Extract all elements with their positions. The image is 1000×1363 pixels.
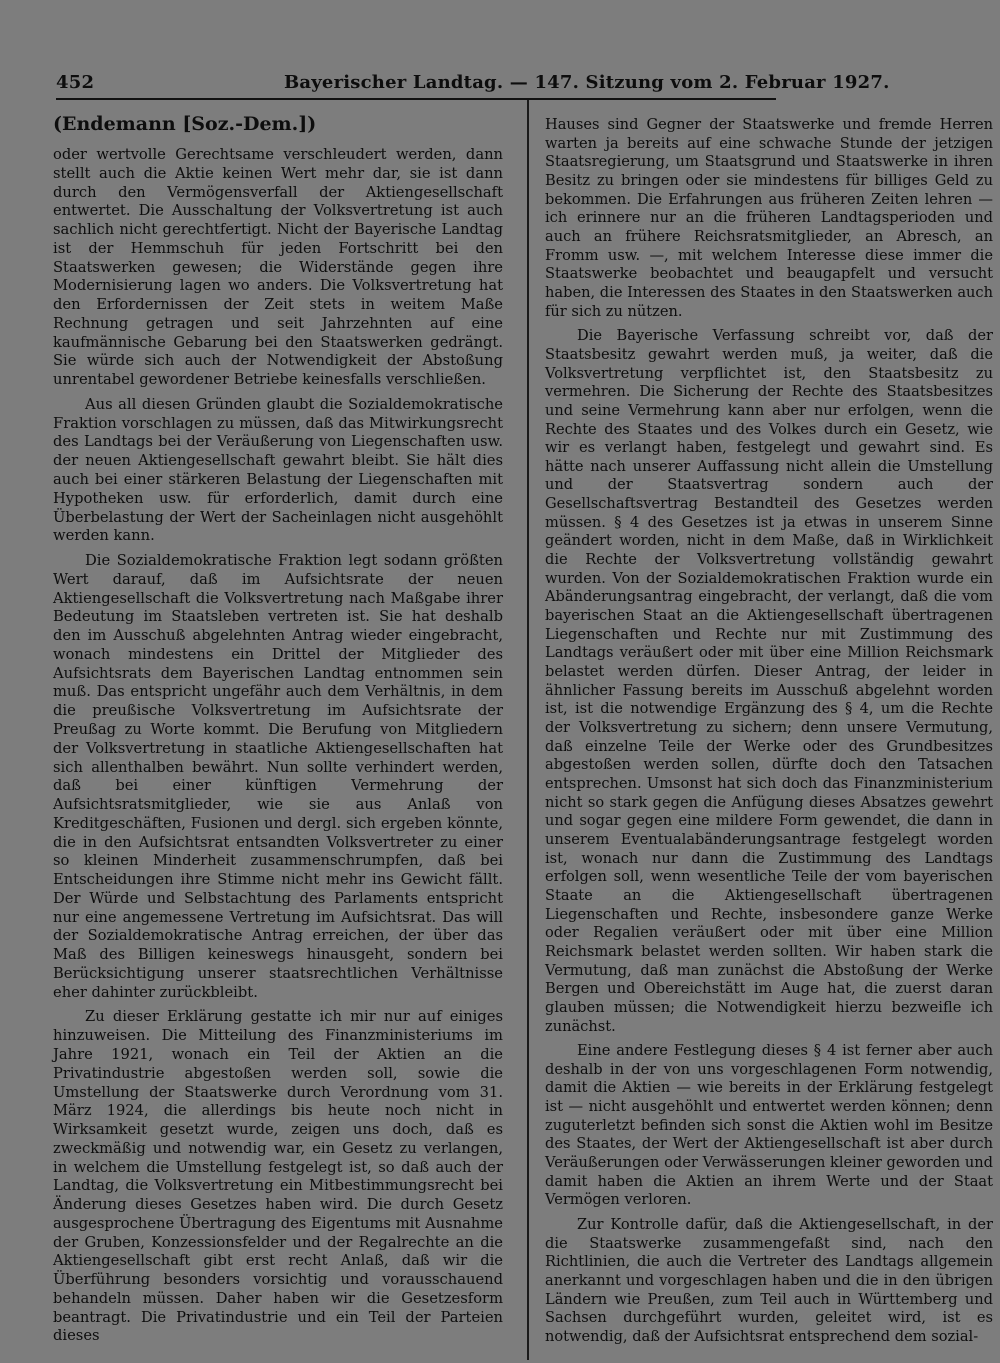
paragraph: Zu dieser Erklärung gestatte ich mir nur auf einiges hinzuweisen. Die Mitteilung des Finanzministeriums im Jahre 1921, wonach ein Teil der Aktien an die Privatindustrie abgestoßen werden soll, sowie die Umstellung der Staatswerke durch Verordnung vom 31. März 1924, die allerdings bis heute noch nicht in Wirksamkeit gesetzt wurde, zeigen uns doch, daß es zweckmäßig und notwendig war, ein Gesetz zu verlangen, in welchem die Umstellung festgelegt ist, so daß auch der Landtag, die Volksvertretung ein Mitbestimmungsrecht bei Änderung dieses Gesetzes haben wird. Die durch Gesetz ausgesprochene Übertragung des Eigentums mit Ausnahme der Gruben, Konzessionsfelder und der Regalrechte an die Aktiengesellschaft gibt erst recht Anlaß, daß wir die Überführung besonders vorsichtig und vorausschauend behandeln müssen. Daher haben wir die Gesetzesform beantragt. Die Privatindustrie und ein Teil der Parteien dieses xyxy=(53,1008,503,1345)
paragraph: Eine andere Festlegung dieses § 4 ist ferner aber auch deshalb in der von uns vorgeschlagenen Form notwendig, damit die Aktien — wie bereits in der Erklärung festgelegt ist — nicht ausgehöhlt und entwertet werden können; denn zuguterletzt befinden sich sonst die Aktien wohl im Besitze des Staates, der Wert der Aktiengesellschaft ist aber durch Veräußerungen oder Verwässerungen kleiner geworden und damit haben die Aktien an ihrem Werte und der Staat Vermögen verloren. xyxy=(545,1042,993,1209)
left-column xyxy=(53,112,503,1352)
paragraph: Zur Kontrolle dafür, daß die Aktiengesellschaft, in der die Staatswerke zusammengefaßt sind, nach den Richtlinien, die auch die Vertreter des Landtags allgemein anerkannt und vorgeschlagen haben und die in den übrigen Ländern wie Preußen, zum Teil auch in Württemberg und Sachsen durchgeführt wurden, geleitet wird, ist es notwendig, daß der Aufsichtsrat entsprechend dem sozial- xyxy=(545,1216,993,1345)
paragraph: Die Sozialdemokratische Fraktion legt sodann größten Wert darauf, daß im Aufsichtsrate der neuen Aktiengesellschaft die Volksvertretung nach Maßgabe ihrer Bedeutung im Staatsleben vertreten ist. Sie hat deshalb den im Ausschuß abgelehnten Antrag wieder eingebracht, wonach mindestens ein Drittel der Mitglieder des Aufsichtsrats dem Bayerischen Landtag entnommen sein muß. Das entspricht ungefähr auch dem Verhältnis, in dem die preußische Volksvertretung im Aufsichtsrate der Preußag zu Worte kommt. Die Berufung von Mitgliedern der Volksvertretung in staatliche Aktiengesellschaften hat sich allenthalben bewährt. Nun sollte verhindert werden, daß bei einer künftigen Vermehrung der Aufsichtsratsmitglieder, wie sie aus Anlaß von Kreditgeschäften, Fusionen und dergl. sich ergeben könnte, die in den Aufsichtsrat entsandten Volksvertreter zu einer so kleinen Minderheit zusammenschrumpfen, daß bei Entscheidungen ihre Stimme nicht mehr ins Gewicht fällt. Der Würde und Selbstachtung des Parlaments entspricht nur eine angemessene Vertretung im Aufsichtsrat. Das will der Sozialdemokratische Antrag erreichen, der über das Maß des Billigen keineswegs hinausgeht, sondern bei Berücksichtigung unserer staatsrechtlichen Verhältnisse eher dahinter zurückbleibt. xyxy=(53,552,503,1001)
running-header xyxy=(56,72,890,98)
page-number: 452 xyxy=(56,72,95,93)
paragraph: Die Bayerische Verfassung schreibt vor, daß der Staatsbesitz gewahrt werden muß, ja weiter, daß die Volksvertretung verpflichtet ist, den Staatsbesitz zu vermehren. Die Sicherung der Rechte des Staatsbesitzes und seine Vermehrung kann aber nur erfolgen, wenn die Rechte des Staates und des Volkes durch ein Gesetz, wie wir es verlangt haben, festgelegt und gewahrt sind. Es hätte nach unserer Auffassung nicht allein die Umstellung und der Staatsvertrag sondern auch der Gesellschaftsvertrag Bestandteil des Gesetzes werden müssen. § 4 des Gesetzes ist ja etwas in unserem Sinne geändert worden, nicht in dem Maße, daß in Wirklichkeit die Rechte der Volksvertretung vollständig gewahrt wurden. Von der Sozialdemokratischen Fraktion wurde ein Abänderungsantrag eingebracht, der verlangt, daß die vom bayerischen Staat an die Aktiengesellschaft übertragenen Liegenschaften und Rechte nur mit Zustimmung des Landtags veräußert oder mit über eine Million Reichsmark belastet werden dürfen. Dieser Antrag, der leider in ähnlicher Fassung bereits im Ausschuß abgelehnt worden ist, ist die notwendige Ergänzung des § 4, um die Rechte der Volksvertretung zu sichern; denn unsere Vermutung, daß einzelne Teile der Werke oder des Grundbesitzes abgestoßen werden sollen, dürfte doch den Tatsachen entsprechen. Umsonst hat sich doch das Finanzministerium nicht so stark gegen die Anfügung dieses Absatzes gewehrt und sogar gegen eine mildere Form gewendet, die dann in unserem Eventualabänderungsantrage festgelegt worden ist, wonach nur dann die Zustimmung des Landtags erfolgen soll, wenn wesentliche Teile der vom bayerischen Staate an die Aktiengesellschaft übertragenen Liegenschaften und Rechte, insbesondere ganze Werke oder Regalien veräußert oder mit über eine Million Reichsmark belastet werden sollten. Wir haben stark die Vermutung, daß man zunächst die Abstoßung der Werke Bergen und Obereichstätt im Auge hat, die zuerst daran glauben müssen; die Notwendigkeit hierzu bezweifle ich zunächst. xyxy=(545,327,993,1035)
column-divider xyxy=(527,100,529,1360)
paragraph: Hauses sind Gegner der Staatswerke und fremde Herren warten ja bereits auf eine schwache Stunde der jetzigen Staatsregierung, um Staatsgrund und Staatswerke in ihren Besitz zu bringen oder sie mindestens für billiges Geld zu bekommen. Die Erfahrungen aus früheren Zeiten lehren — ich erinnere nur an die früheren Landtagsperioden und auch an frühere Reichsratsmitglieder, an Abresch, an Fromm usw. —, mit welchem Interesse diese immer die Staatswerke beobachtet und beaugapfelt und versucht haben, die Interessen des Staates in den Staatswerken auch für sich zu nützen. xyxy=(545,116,993,320)
speaker-label: (Endemann [Soz.-Dem.]) xyxy=(53,113,317,135)
header-rule xyxy=(56,98,776,100)
right-column xyxy=(545,116,993,1353)
header-title: Bayerischer Landtag. — 147. Sitzung vom 2. Februar 1927. xyxy=(284,72,890,93)
paragraph: oder wertvolle Gerechtsame verschleudert werden, dann stellt auch die Aktie keinen Wert mehr dar, sie ist dann durch den Vermögensverfall der Aktiengesellschaft entwertet. Die Ausschaltung der Volksvertretung ist auch sachlich nicht gerechtfertigt. Nicht der Bayerische Landtag ist der Hemmschuh für jeden Fortschritt bei den Staatswerken gewesen; die Widerstände gegen ihre Modernisierung lagen wo anders. Die Volksvertretung hat den Erfordernissen der Zeit stets in weitem Maße Rechnung getragen und seit Jahrzehnten auf eine kaufmännische Gebarung bei den Staatswerken gedrängt. Sie würde sich auch der Notwendigkeit der Abstoßung unrentabel gewordener Betriebe keinesfalls verschließen. xyxy=(53,146,503,389)
paragraph: Aus all diesen Gründen glaubt die Sozialdemokratische Fraktion vorschlagen zu müssen, daß das Mitwirkungsrecht des Landtags bei der Veräußerung von Liegenschaften usw. der neuen Aktiengesellschaft gewahrt bleibt. Sie hält dies auch bei einer stärkeren Belastung der Liegenschaften mit Hypotheken usw. für erforderlich, damit durch eine Überbelastung der Wert der Sacheinlagen nicht ausgehöhlt werden kann. xyxy=(53,395,503,545)
